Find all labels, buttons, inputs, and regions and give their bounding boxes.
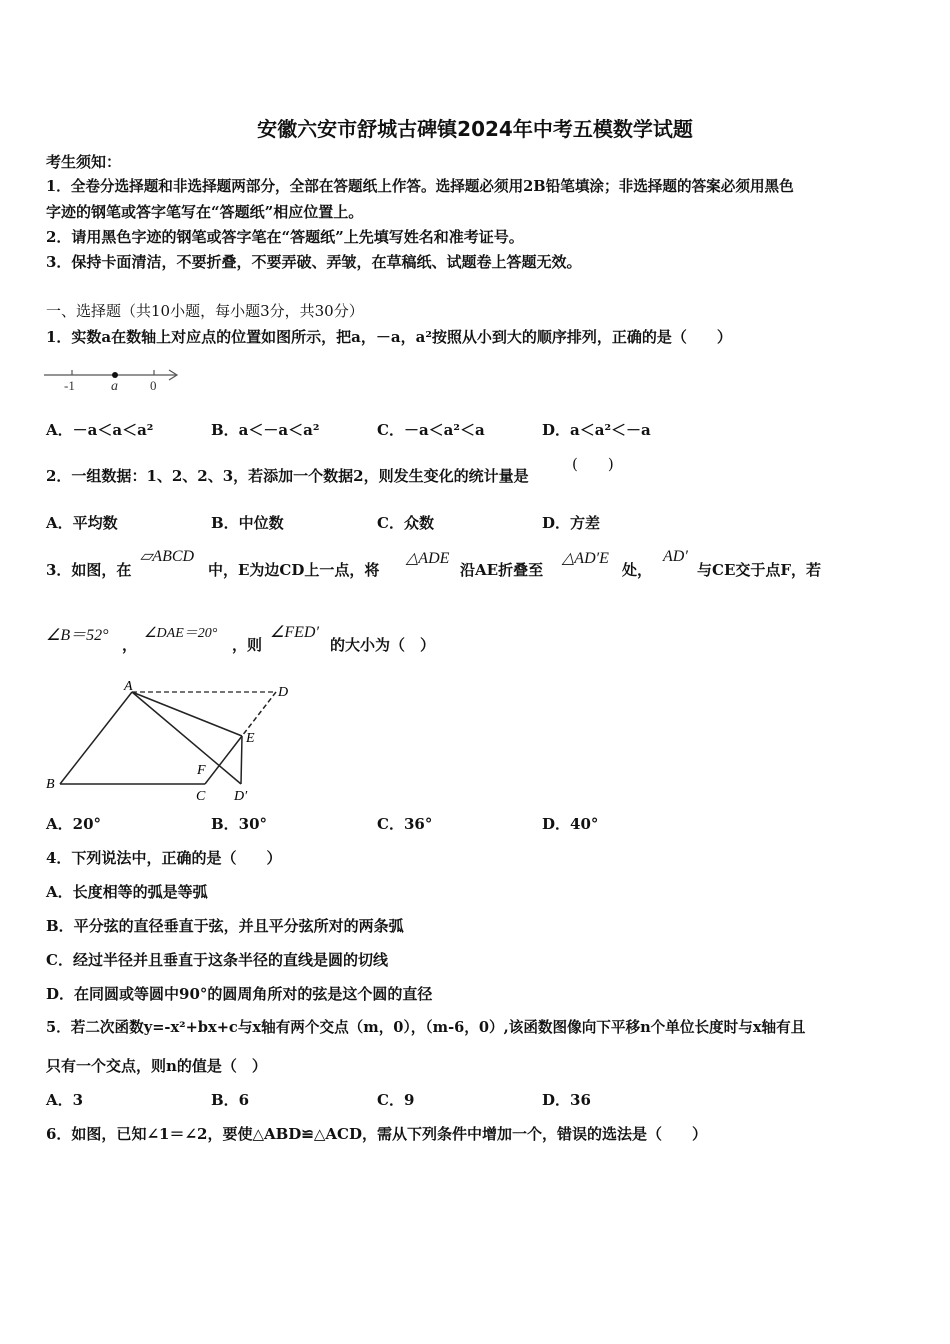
number-line-point-a	[112, 372, 118, 378]
edge-ba	[60, 692, 132, 784]
question-1-option-c: C．－a＜a²＜a	[377, 421, 485, 439]
question-3-text-8: 的大小为（ ）	[330, 636, 436, 654]
question-3-math-angle-dae: ∠DAE＝20°	[144, 626, 218, 641]
question-2-stem: 2．一组数据：1、2、2、3，若添加一个数据2，则发生变化的统计量是	[46, 467, 529, 485]
label-d: D	[278, 685, 289, 700]
question-1-stem: 1．实数a在数轴上对应点的位置如图所示，把a，－a，a²按照从小到大的顺序排列，正确的是（ ）	[46, 328, 732, 346]
notice-item-1-cont: 字迹的钢笔或答字笔写在“答题纸”相应位置上。	[46, 203, 364, 221]
question-3-text-2: 中，E为边CD上一点，将	[208, 561, 380, 579]
label-a: A	[124, 679, 133, 694]
question-3-math-adp: AD′	[663, 548, 688, 565]
label-e: E	[246, 731, 255, 746]
question-1-option-a: A．－a＜a＜a²	[46, 421, 154, 439]
question-2-option-d: D．方差	[542, 514, 601, 532]
question-3-text-1: 3．如图，在	[46, 561, 132, 579]
label-d-prime: D′	[234, 789, 248, 804]
question-4-option-d: D．在同圆或等圆中90°的圆周角所对的弦是这个圆的直径	[46, 985, 433, 1003]
question-3-math-triangle-ade: △ADE	[406, 550, 450, 567]
question-3-text-7: ，则	[232, 636, 263, 654]
notice-item-1: 1．全卷分选择题和非选择题两部分，全部在答题纸上作答。选择题必须用2B铅笔填涂；非选择题的答案必须用黑色	[46, 178, 794, 195]
number-line-label-neg1: -1	[64, 378, 75, 393]
question-4-stem: 4．下列说法中，正确的是（ ）	[46, 849, 282, 867]
question-3-math-triangle-adpe: △AD′E	[562, 550, 609, 567]
question-5-option-b: B．6	[211, 1091, 250, 1109]
question-2-option-a: A．平均数	[46, 514, 118, 532]
question-2-option-b: B．中位数	[211, 514, 284, 532]
page-title: 安徽六安市舒城古碑镇2024年中考五模数学试题	[257, 117, 693, 141]
question-5-stem-line-1: 5．若二次函数y=-x²+bx+c与x轴有两个交点（m，0），（m-6，0）,该函数图像向下平移n个单位长度时与x轴有且	[46, 1019, 806, 1036]
question-3-option-a: A．20°	[46, 815, 102, 833]
question-4-option-a: A．长度相等的弧是等弧	[46, 883, 208, 901]
notice-item-2: 2．请用黑色字迹的钢笔或答字笔在“答题纸”上先填写姓名和准考证号。	[46, 228, 524, 246]
question-3-math-angle-b: ∠B＝52°	[46, 627, 109, 644]
question-3-math-parallelogram: ▱ABCD	[140, 548, 195, 565]
number-line-label-0: 0	[150, 378, 157, 393]
number-line-label-a: a	[111, 379, 118, 394]
question-5-option-c: C．9	[377, 1091, 415, 1109]
label-f: F	[197, 763, 206, 778]
notice-heading: 考生须知：	[46, 153, 122, 171]
notice-item-3: 3．保持卡面清洁，不要折叠，不要弄破、弄皱，在草稿纸、试题卷上答题无效。	[46, 253, 582, 271]
question-3-option-c: C．36°	[377, 815, 433, 833]
question-2-paren: ( )	[572, 455, 614, 473]
edge-adp	[132, 692, 241, 784]
question-5-option-d: D．36	[542, 1091, 591, 1109]
question-3-text-6: ，	[122, 636, 138, 654]
edge-ec	[205, 736, 242, 784]
question-3-option-d: D．40°	[542, 815, 599, 833]
label-c: C	[196, 789, 206, 804]
section-heading: 一、选择题（共10小题，每小题3分，共30分）	[46, 302, 364, 320]
number-line-figure	[42, 364, 182, 396]
question-3-math-angle-fed: ∠FED′	[270, 624, 319, 641]
question-3-option-b: B．30°	[211, 815, 268, 833]
question-3-figure	[40, 676, 300, 806]
edge-de-dashed	[242, 692, 276, 736]
question-5-option-a: A．3	[46, 1091, 84, 1109]
label-b: B	[46, 777, 55, 792]
question-2-option-c: C．众数	[377, 514, 434, 532]
question-1-option-d: D．a＜a²＜－a	[542, 421, 651, 439]
question-5-stem-line-2: 只有一个交点，则n的值是（ ）	[46, 1057, 267, 1075]
question-4-option-b: B．平分弦的直径垂直于弦，并且平分弦所对的两条弧	[46, 917, 404, 935]
question-3-text-3: 沿AE折叠至	[460, 561, 544, 579]
question-1-option-b: B．a＜－a＜a²	[211, 421, 320, 439]
edge-edp	[241, 736, 242, 784]
question-3-text-4: 处，	[622, 561, 653, 579]
question-4-option-c: C．经过半径并且垂直于这条半径的直线是圆的切线	[46, 951, 388, 969]
edge-ae	[132, 692, 242, 736]
question-3-text-5: 与CE交于点F，若	[697, 561, 822, 579]
question-6-stem: 6．如图，已知∠1＝∠2，要使△ABD≌△ACD，需从下列条件中增加一个，错误的选法是（ ）	[46, 1125, 707, 1143]
